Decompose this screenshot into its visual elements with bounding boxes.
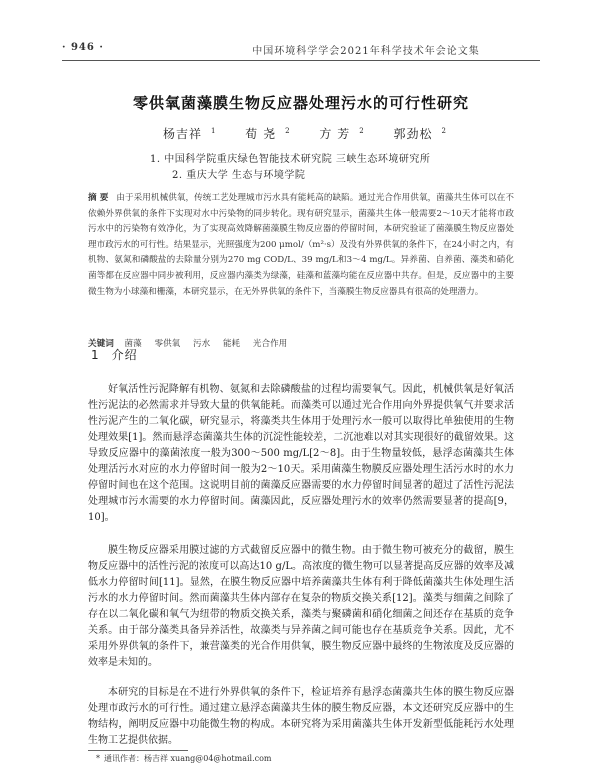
- author: [155, 127, 216, 141]
- abstract-label: 摘 要: [88, 193, 109, 203]
- author-name: 方 芳: [319, 127, 351, 141]
- keyword: 零供氧: [154, 339, 181, 349]
- affiliation-1: 1. 中国科学院重庆绿色智能技术研究院 三峡生态环境研究所: [150, 154, 431, 165]
- author-name: 杨吉祥: [162, 127, 202, 141]
- page-number: · 946 ·: [62, 42, 104, 53]
- paper-title: 零供氧菌藻膜生物反应器处理污水的可行性研究: [132, 94, 469, 112]
- section-heading: [91, 346, 138, 363]
- header-divider: [62, 60, 540, 61]
- journal-title: 中国环境科学学会2021年科学技术年会论文集: [252, 46, 480, 57]
- author-name: 郭劲松: [393, 127, 433, 141]
- body-paragraph: 好氧活性污泥降解有机物、氨氮和去除磷酸盐的过程均需要氧气。因此，机械供氧是好氧活性污泥法的必然需求并导致大量的供氧能耗。而藻类可以通过光合作用向外界提供氧气并要求活性污泥产生的二氧化碳，研究显示，将藻类共生体用于处理污水一般可以取得比单独使用的生物处理效果[1]。然而悬浮态菌藻共生体的沉淀性能较差，二沉池难以对其实现很好的截留效果。这导致反应器中的藻菌浓度一般为300～500 mg/L[2～8]。由于生物量较低，悬浮态菌藻共生体处理活污水对应的水力停留时间一般为2～10天。采用菌藻生物膜反应器处理生活污水时的水力停留时间也在这个范围。这说明目前的菌藻反应器需要的水力停留时间显著的超过了活性污泥法处理城市污水需要的水力停留时间。菌藻因此，反应器处理污水的效率仍然需要显著的提高[9，10]。: [88, 384, 514, 523]
- footnote-mark: *: [96, 754, 100, 763]
- author-name: 荀 尧: [245, 127, 277, 141]
- author: [237, 127, 290, 141]
- abstract-text: 由于采用机械供氧，传统工艺处理城市污水具有能耗高的缺陷。通过光合作用供氧，菌藻共生体可以在不依赖外界供氧的条件下实现对水中污染物的同步转化。现有研究显示，菌藻共生体一般需要2～10天才能将市政污水中的污染物有效净化，为了实现高效降解菌藻膜生物反应器的停留时间，本研究验证了菌藻膜生物反应器处理市政污水的可行性。结果显示，光照强度为200 μmol/（m²·s）及没有外界供氧的条件下，在24小时之内，有机物、氨氮和磷酸盐的去除量分别为270 mg COD/L、39 mg/L和3～4 mg/L。异养菌、自养菌、藻类和硝化菌等都在反应器中同步被利用，反应器内藻类为绿藻，硅藻和蓝藻均能在反应器中共存。但是，反应器中的主要微生物为小球藻和栅藻，本研究显示，在无外界供氧的条件下，当藻膜生物反应器具有很高的处理潜力。: [88, 193, 514, 297]
- author: [311, 127, 364, 141]
- author-mark: 1: [210, 127, 217, 135]
- keyword: 光合作用: [252, 339, 288, 349]
- footnote: [96, 753, 272, 764]
- author-mark: 2: [359, 127, 365, 135]
- footnote-divider: [88, 750, 188, 751]
- author-mark: 2: [441, 127, 448, 135]
- keyword: 菌藻: [124, 339, 142, 349]
- footnote-text: 通讯作者：杨吉祥 xuang@04@hotmail.com: [104, 754, 272, 763]
- body-paragraph: 膜生物反应器采用膜过滤的方式截留反应器中的微生物。由于微生物可被充分的截留，膜生物反应器中的活性污泥的浓度可以高达10 g/L。高浓度的微生物可以显著提高反应器的效率及减低水力停留时间[11]。显然，在膜生物反应器中培养菌藻共生体有利于降低菌藻共生体处理生活污水的水力停留时间。然而菌藻共生体内部存在复杂的物质交换关系[12]。藻类与细菌之间除了存在以二氧化碳和氧气为纽带的物质交换关系，藻类与聚磷菌和硝化细菌之间还存在基质的竞争关系。由于部分藻类具备异养活性，故藻类与异养菌之间可能也存在基质竞争关系。因此，尤不采用外界供氧的条件下，兼营藻类的光合作用供氧，膜生物反应器中最终的生物浓度及反应器的效率是未知的。: [88, 545, 514, 668]
- body-paragraph: 本研究的目标是在不进行外界供氧的条件下，检证培养有悬浮态菌藻共生体的膜生物反应器处理市政污水的可行性。通过建立悬浮态菌藻共生体的膜生物反应器，本文还研究反应器中的生物结构，阐明反应器中功能微生物的构成。本研究将为采用菌藻共生体开发新型低能耗污水处理生物工艺提供依据。: [88, 687, 514, 746]
- keyword: 污水: [193, 339, 211, 349]
- abstract: [88, 191, 514, 300]
- keywords: [88, 337, 514, 349]
- section-number: 1: [91, 348, 100, 362]
- affiliation-2: 2. 重庆大学 生态与环境学院: [172, 170, 306, 181]
- section-title: 介绍: [111, 348, 138, 362]
- author: [386, 127, 447, 141]
- keyword: 能耗: [222, 339, 241, 349]
- author-mark: 2: [285, 127, 291, 135]
- running-head: [62, 42, 540, 58]
- author-list: [62, 125, 540, 142]
- keywords-label: 关键词: [88, 339, 114, 349]
